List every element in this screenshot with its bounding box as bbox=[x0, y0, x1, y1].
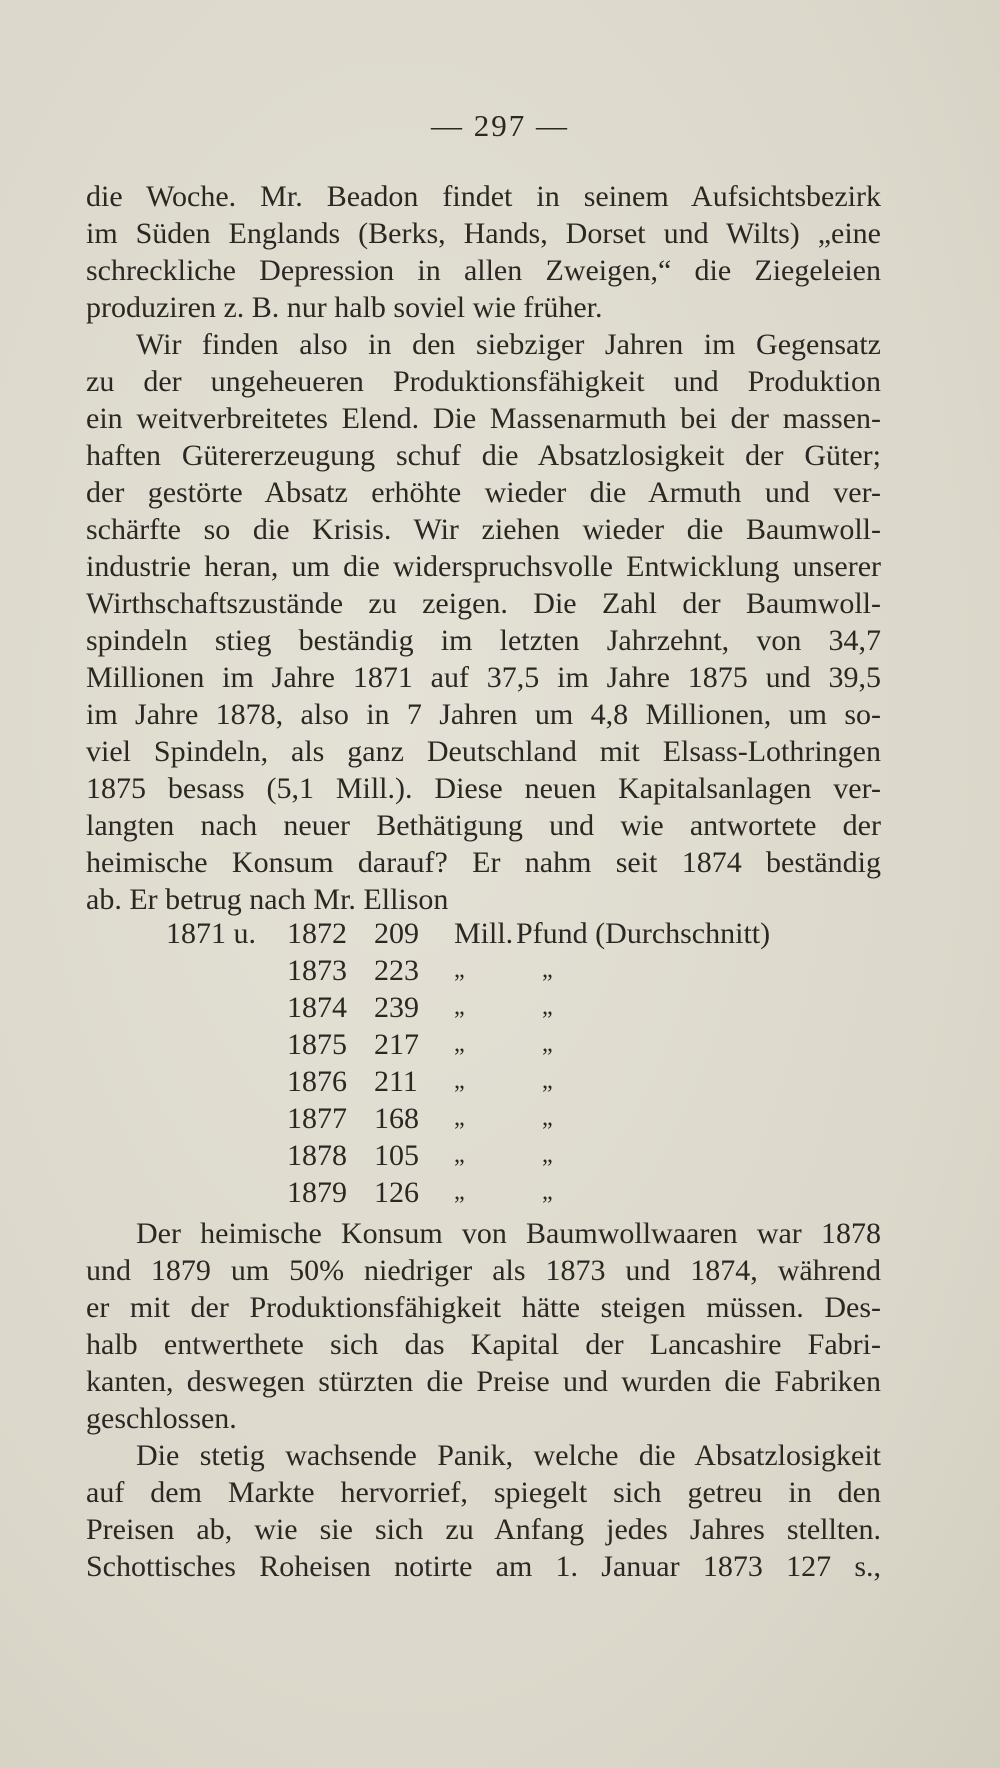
table-cell-year: 1872 bbox=[287, 917, 347, 950]
text-line: halb entwerthete sich das Kapital der Lancashire Fabri- bbox=[86, 1328, 881, 1361]
ditto-mark: „ bbox=[454, 1142, 465, 1168]
text-line: Wirthschaftszustände zu zeigen. Die Zahl der Baumwoll- bbox=[86, 587, 881, 620]
table-row bbox=[86, 989, 881, 1026]
paragraph-4 bbox=[86, 1437, 881, 1585]
text-line: zu der ungeheueren Produktionsfähigkeit und Produktion bbox=[86, 365, 881, 398]
text-line: und 1879 um 50% niedriger als 1873 und 1874, während bbox=[86, 1254, 881, 1287]
ditto-mark: „ bbox=[542, 1105, 553, 1131]
ditto-mark: „ bbox=[454, 1105, 465, 1131]
text-line: Die stetig wachsende Panik, welche die Absatzlosigkeit bbox=[136, 1439, 881, 1472]
text-line: Wir finden also in den siebziger Jahren im Gegensatz bbox=[136, 328, 881, 361]
table-row bbox=[86, 952, 881, 989]
table-row bbox=[86, 1137, 881, 1174]
ditto-mark: „ bbox=[454, 1068, 465, 1094]
text-line: haften Gütererzeugung schuf die Absatzlosigkeit der Güter; bbox=[86, 439, 881, 472]
table-cell-year: 1878 bbox=[287, 1139, 347, 1172]
table-cell-value: 126 bbox=[374, 1176, 419, 1209]
text-line: industrie heran, um die widerspruchsvolle Entwicklung unserer bbox=[86, 550, 881, 583]
table-cell-value: 168 bbox=[374, 1102, 419, 1135]
table-cell-year: 1874 bbox=[287, 991, 347, 1024]
text-line: der gestörte Absatz erhöhte wieder die Armuth und ver- bbox=[86, 476, 881, 509]
text-line: auf dem Markte hervorrief, spiegelt sich getreu in den bbox=[86, 1476, 881, 1509]
page-number: — 297 — bbox=[431, 108, 569, 143]
text-line: er mit der Produktionsfähigkeit hätte steigen müssen. Des- bbox=[86, 1291, 881, 1324]
text-line: Der heimische Konsum von Baumwollwaaren war 1878 bbox=[136, 1217, 881, 1250]
table-row bbox=[86, 1174, 881, 1211]
table-row bbox=[86, 1026, 881, 1063]
table-cell-value: 209 bbox=[374, 917, 419, 950]
text-line: schreckliche Depression in allen Zweigen,“ die Ziegeleien bbox=[86, 254, 881, 287]
text-line: Preisen ab, wie sie sich zu Anfang jedes Jahres stellten. bbox=[86, 1513, 881, 1546]
table-cell-value: 223 bbox=[374, 954, 419, 987]
table-cell-value: 217 bbox=[374, 1028, 419, 1061]
ditto-mark: „ bbox=[454, 957, 465, 983]
table-row bbox=[86, 915, 881, 952]
text-line: ab. Er betrug nach Mr. Ellison bbox=[86, 883, 449, 916]
paragraph-3 bbox=[86, 1215, 881, 1437]
ditto-mark: „ bbox=[542, 1068, 553, 1094]
text-line: schärfte so die Krisis. Wir ziehen wieder die Baumwoll- bbox=[86, 513, 881, 546]
ditto-mark: „ bbox=[542, 1142, 553, 1168]
ditto-mark: „ bbox=[454, 994, 465, 1020]
ditto-mark: „ bbox=[542, 1179, 553, 1205]
table-cell-unit-note: Pfund (Durchschnitt) bbox=[516, 917, 771, 950]
text-line: im Jahre 1878, also in 7 Jahren um 4,8 Millionen, um so- bbox=[86, 698, 881, 731]
text-line: im Süden Englands (Berks, Hands, Dorset und Wilts) „eine bbox=[86, 217, 881, 250]
table-cell-value: 211 bbox=[374, 1065, 418, 1098]
table-cell-year: 1877 bbox=[287, 1102, 347, 1135]
text-line: produziren z. B. nur halb soviel wie früher. bbox=[86, 291, 603, 324]
table-cell-value: 239 bbox=[374, 991, 419, 1024]
text-line: langten nach neuer Bethätigung und wie antwortete der bbox=[86, 809, 881, 842]
text-line: heimische Konsum darauf? Er nahm seit 1874 beständig bbox=[86, 846, 881, 879]
ditto-mark: „ bbox=[454, 1179, 465, 1205]
text-line: spindeln stieg beständig im letzten Jahrzehnt, von 34,7 bbox=[86, 624, 881, 657]
table-cell-year: 1875 bbox=[287, 1028, 347, 1061]
ditto-mark: „ bbox=[542, 994, 553, 1020]
table-cell-unit: Mill. bbox=[454, 917, 514, 950]
table-row bbox=[86, 1100, 881, 1137]
ditto-mark: „ bbox=[542, 1031, 553, 1057]
table-cell-prefix: 1871 u. bbox=[166, 917, 256, 950]
text-line: ein weitverbreitetes Elend. Die Massenarmuth bei der massen- bbox=[86, 402, 881, 435]
consumption-table bbox=[86, 915, 881, 1211]
text-line: geschlossen. bbox=[86, 1402, 237, 1435]
text-line: Schottisches Roheisen notirte am 1. Januar 1873 127 s., bbox=[86, 1550, 881, 1583]
text-line: 1875 besass (5,1 Mill.). Diese neuen Kapitalsanlagen ver- bbox=[86, 772, 881, 805]
table-cell-year: 1873 bbox=[287, 954, 347, 987]
text-line: die Woche. Mr. Beadon findet in seinem Aufsichtsbezirk bbox=[86, 180, 881, 213]
text-line: kanten, deswegen stürzten die Preise und wurden die Fabriken bbox=[86, 1365, 881, 1398]
text-line: Millionen im Jahre 1871 auf 37,5 im Jahre 1875 und 39,5 bbox=[86, 661, 881, 694]
table-cell-value: 105 bbox=[374, 1139, 419, 1172]
table-cell-year: 1876 bbox=[287, 1065, 347, 1098]
table-cell-year: 1879 bbox=[287, 1176, 347, 1209]
text-line: viel Spindeln, als ganz Deutschland mit Elsass-Lothringen bbox=[86, 735, 881, 768]
ditto-mark: „ bbox=[542, 957, 553, 983]
ditto-mark: „ bbox=[454, 1031, 465, 1057]
table-row bbox=[86, 1063, 881, 1100]
paragraph-2 bbox=[86, 326, 881, 918]
paragraph-1 bbox=[86, 178, 881, 326]
